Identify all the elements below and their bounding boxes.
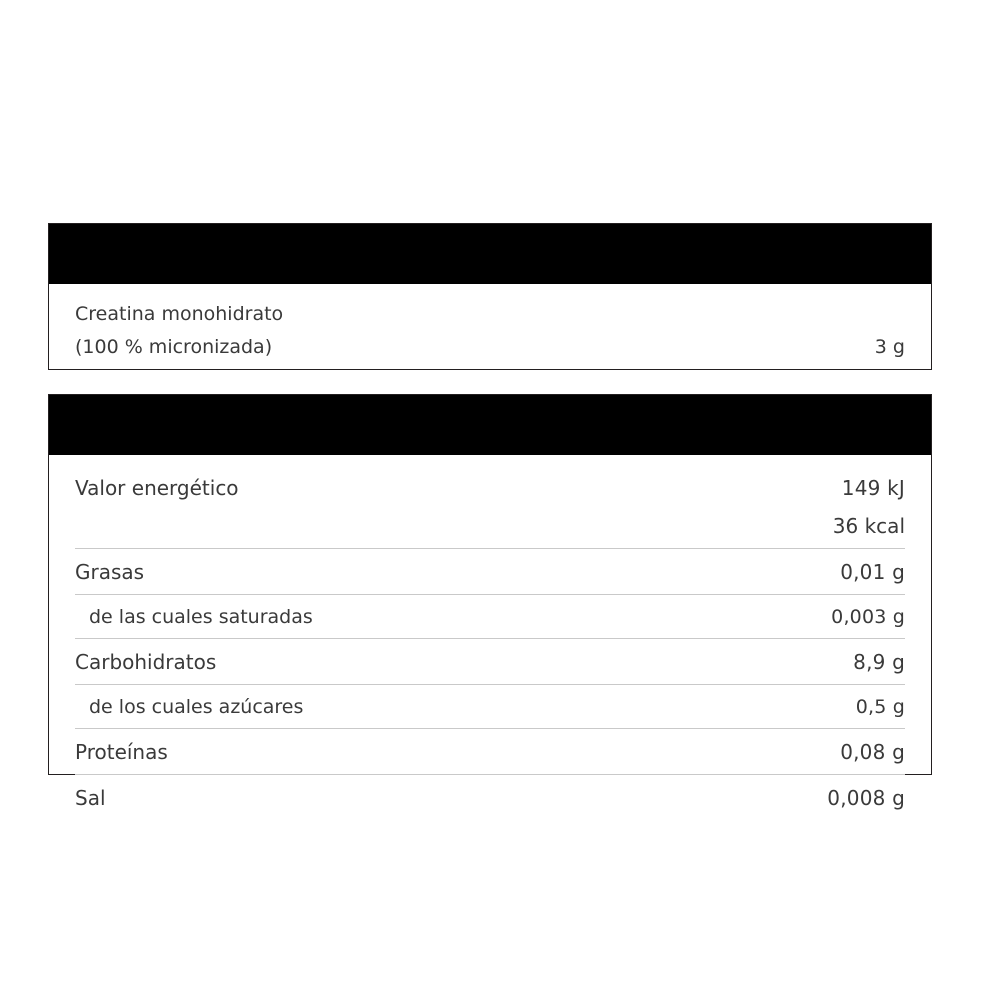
table-row: [75, 298, 905, 331]
protein-value: 0,08 g: [840, 740, 905, 764]
table-row: [75, 639, 905, 685]
sugars-value: 0,5 g: [855, 696, 905, 718]
salt-value: 0,008 g: [827, 786, 905, 810]
table-row: [75, 465, 905, 510]
salt-label: Sal: [75, 786, 106, 810]
table-row: [75, 729, 905, 775]
nutrition-header-bar: [49, 395, 931, 455]
ingredient-note: (100 % micronizada): [75, 336, 273, 358]
ingredients-header-bar: [49, 224, 931, 284]
nutrition-panel: [48, 394, 932, 810]
sugars-label: de los cuales azúcares: [89, 696, 304, 718]
fat-label: Grasas: [75, 560, 145, 584]
table-row: [75, 510, 905, 549]
table-row: [75, 549, 905, 595]
carbohydrates-value: 8,9 g: [853, 650, 905, 674]
nutrition-rows: [49, 455, 931, 820]
table-row: [75, 685, 905, 729]
fat-value: 0,01 g: [840, 560, 905, 584]
energy-label: Valor energético: [75, 476, 239, 500]
ingredient-amount: 3 g: [874, 336, 905, 358]
energy-value-kcal: 36 kcal: [832, 514, 905, 538]
table-row: [75, 775, 905, 820]
saturated-fat-value: 0,003 g: [831, 606, 905, 628]
table-row: [75, 331, 905, 364]
ingredients-panel: [48, 223, 932, 370]
ingredients-rows: [49, 284, 931, 364]
ingredient-name: Creatina monohidrato: [75, 303, 284, 325]
carbohydrates-label: Carbohidratos: [75, 650, 217, 674]
energy-value-kj: 149 kJ: [841, 476, 905, 500]
saturated-fat-label: de las cuales saturadas: [89, 606, 313, 628]
table-row: [75, 595, 905, 639]
protein-label: Proteínas: [75, 740, 168, 764]
